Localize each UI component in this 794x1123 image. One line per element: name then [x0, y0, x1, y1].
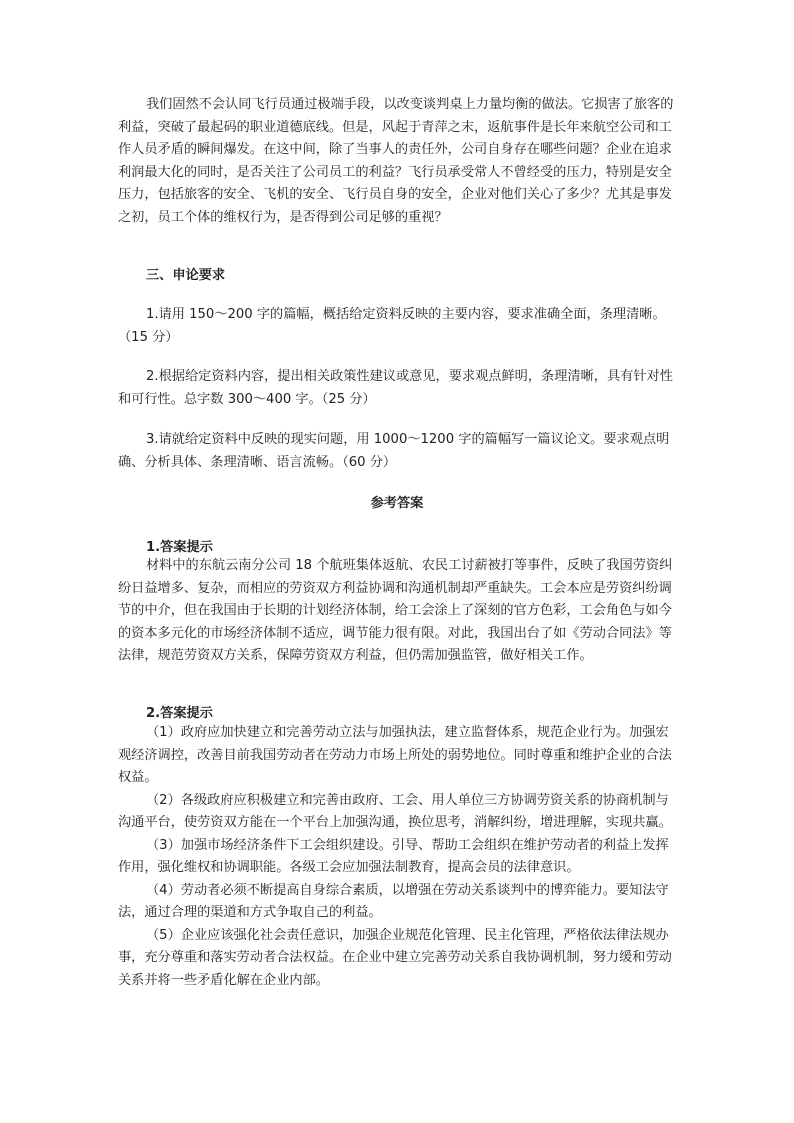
- answer1-heading: 1.答案提示: [146, 540, 213, 555]
- answer2-heading: 2.答案提示: [146, 706, 213, 721]
- answer2-item-1: （1）政府应加快建立和完善劳动立法与加强执法，建立监督体系，规范企业行为。加强宏观经济调控，改善目前我国劳动者在劳动力市场上所处的弱势地位。同时尊重和维护企业的合法权益。: [118, 725, 672, 785]
- requirement-2: 2.根据给定资料内容，提出相关政策性建议或意见，要求观点鲜明，条理清晰，具有针对性和可行性。总字数 300～400 字。（25 分）: [118, 369, 673, 407]
- answer1-body: 材料中的东航云南分公司 18 个航班集体返航、农民工讨薪被打等事件，反映了我国劳资纠纷日益增多、复杂，而相应的劳资双方利益协调和沟通机制却严重缺失。工会本应是劳资纠纷调节的中介，但在我国由于长期的计划经济体制，给工会涂上了深刻的官方色彩，工会角色与如今的资本多元化的市场经济体制不适应，调节能力很有限。对此，我国出台了如《劳动合同法》等法律，规范劳资双方关系，保障劳资双方利益，但仍需加强监管，做好相关工作。: [118, 558, 673, 663]
- answer2-item-5: （5）企业应该强化社会责任意识，加强企业规范化管理、民主化管理，严格依法律法规办事，充分尊重和落实劳动者合法权益。在企业中建立完善劳动关系自我协调机制，努力缓和劳动关系并将一些矛盾化解在企业内部。: [118, 927, 672, 988]
- answer2-item-4: （4）劳动者必须不断提高自身综合素质，以增强在劳动关系谈判中的博弈能力。要知法守法，通过合理的渠道和方式争取自己的利益。: [118, 882, 669, 920]
- intro-paragraph: 我们固然不会认同飞行员通过极端手段，以改变谈判桌上力量均衡的做法。它损害了旅客的利益，突破了最起码的职业道德底线。但是，风起于青萍之末，返航事件是长年来航空公司和工作人员矛盾的瞬间爆发。在这中间，除了当事人的责任外，公司自身存在哪些问题？企业在追求利润最大化的同时，是否关注了公司员工的利益？飞行员承受常人不曾经受的压力，特别是安全压力，包括旅客的安全、飞机的安全、飞行员自身的安全，企业对他们关心了多少？尤其是事发之初，员工个体的维权行为，是否得到公司足够的重视？: [118, 97, 674, 225]
- answer2-item-2: （2）各级政府应积极建立和完善由政府、工会、用人单位三方协调劳资关系的协商机制与沟通平台，使劳资双方能在一个平台上加强沟通，换位思考，消解纠纷，增进理解，实现共赢。: [118, 792, 672, 830]
- answer2-list: [118, 722, 678, 992]
- requirement-3: 3.请就给定资料中反映的现实问题，用 1000～1200 字的篇幅写一篇议论文。要求观点明确、分析具体、条理清晰、语言流畅。（60 分）: [118, 432, 670, 470]
- reference-answer-title: 参考答案: [370, 496, 424, 511]
- answer2-item-3: （3）加强市场经济条件下工会组织建设。引导、帮助工会组织在维护劳动者的利益上发挥作用，强化维权和协调职能。各级工会应加强法制教育，提高会员的法律意识。: [118, 837, 669, 875]
- section-heading: 三、申论要求: [146, 268, 226, 283]
- requirement-1: 1.请用 150～200 字的篇幅，概括给定资料反映的主要内容，要求准确全面，条理清晰。（15 分）: [118, 307, 666, 345]
